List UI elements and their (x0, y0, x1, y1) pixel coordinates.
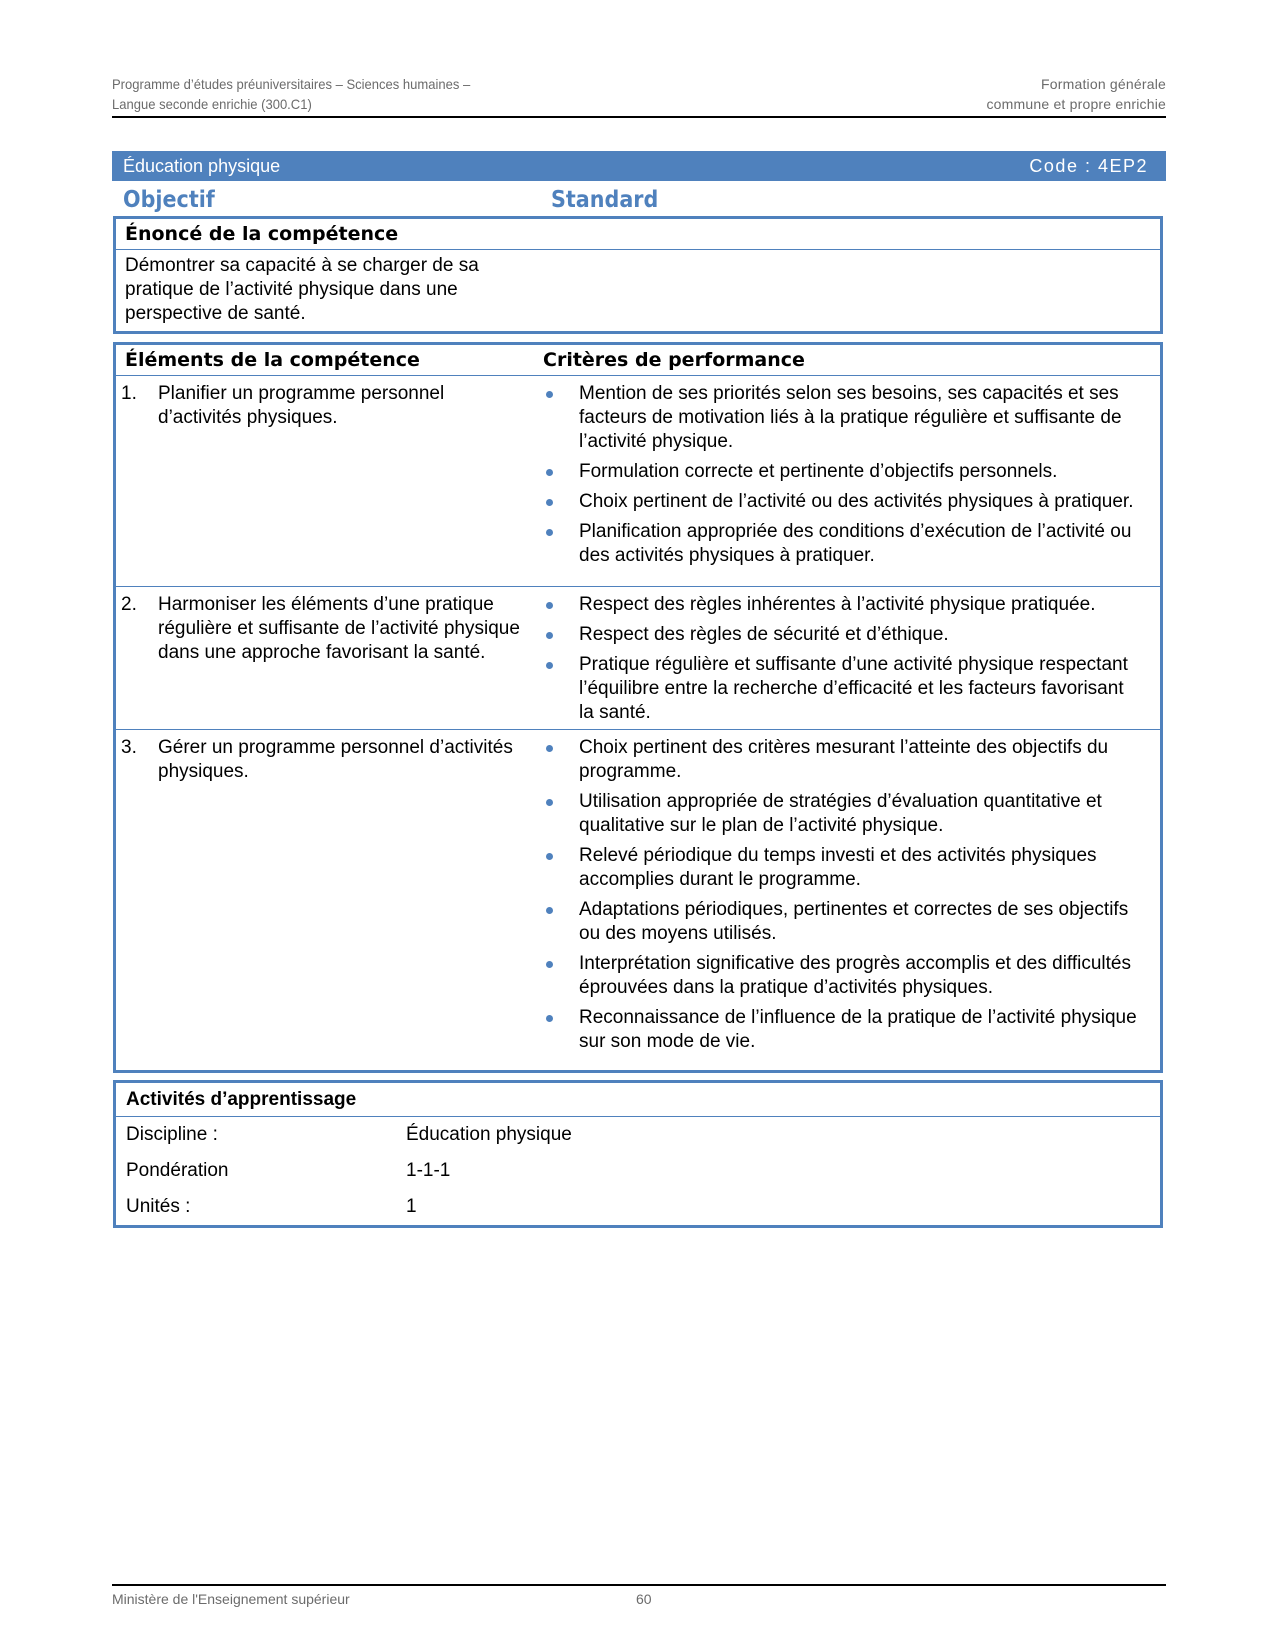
elements-table-header (116, 345, 1160, 376)
bullet-icon (546, 391, 553, 398)
running-header-right (986, 74, 1166, 114)
criteria-item: Pratique régulière et suffisante d’une activité physique respectant l’équilibre entre la recherche d’efficacité et les facteurs favorisant la santé. (543, 653, 1143, 725)
criteria-item: Reconnaissance de l’influence de la pratique de l’activité physique sur son mode de vie. (543, 1006, 1143, 1054)
standard-heading: Standard (551, 187, 659, 213)
criteria-list (543, 382, 1143, 574)
bullet-icon (546, 745, 553, 752)
bullet-icon (546, 499, 553, 506)
criteria-item: Planification appropriée des conditions d’exécution de l’activité ou des activités physiques à pratiquer. (543, 520, 1143, 568)
table-row (116, 376, 1160, 587)
bullet-icon (546, 662, 553, 669)
element-text: Harmoniser les éléments d’une pratique régulière et suffisante de l’activité physique dans une approche favorisant la santé. (158, 594, 520, 663)
criteria-item: Formulation correcte et pertinente d’objectifs personnels. (543, 460, 1143, 484)
program-subtitle: Langue seconde enrichie (300.C1) (112, 96, 312, 112)
bullet-icon (546, 799, 553, 806)
bullet-icon (546, 853, 553, 860)
activites-header: Activités d’apprentissage (116, 1083, 1160, 1117)
unites-label: Unités : (126, 1196, 191, 1217)
objectif-heading: Objectif (123, 187, 215, 213)
footer-ministry: Ministère de l'Enseignement supérieur (112, 1591, 350, 1607)
bullet-icon (546, 602, 553, 609)
element-number: 1. (121, 383, 137, 404)
activity-row (116, 1153, 1160, 1189)
bullet-icon (546, 1015, 553, 1022)
course-title: Éducation physique (123, 156, 281, 176)
criteria-item: Respect des règles inhérentes à l’activité physique pratiquée. (543, 593, 1143, 617)
criteria-item: Choix pertinent des critères mesurant l’atteinte des objectifs du programme. (543, 736, 1143, 784)
bullet-icon (546, 961, 553, 968)
unites-value: 1 (406, 1196, 417, 1217)
bullet-icon (546, 632, 553, 639)
bullet-icon (546, 907, 553, 914)
running-header (112, 74, 1166, 118)
running-header-left (112, 74, 470, 114)
criteria-item: Respect des règles de sécurité et d’éthique. (543, 623, 1143, 647)
objective-standard-headings (112, 184, 1166, 216)
criteria-item: Adaptations périodiques, pertinentes et correctes de ses objectifs ou des moyens utilisés. (543, 898, 1143, 946)
criteria-list (543, 593, 1143, 731)
activity-row (116, 1117, 1160, 1153)
program-title: Programme d’études préuniversitaires – Sciences humaines – (112, 76, 471, 92)
footer-rule (112, 1584, 1166, 1586)
elements-header: Éléments de la compétence (125, 349, 420, 371)
criteria-item: Interprétation significative des progrès accomplis et des difficultés éprouvées dans la pratique d’activités physiques. (543, 952, 1143, 1000)
element-number: 2. (121, 594, 137, 615)
criteria-item: Relevé périodique du temps investi et des activités physiques accomplies durant le programme. (543, 844, 1143, 892)
page-number: 60 (636, 1591, 652, 1607)
elements-table (113, 342, 1163, 1073)
element-number: 3. (121, 737, 137, 758)
criteria-item: Utilisation appropriée de stratégies d’évaluation quantitative et qualitative sur le plan de l’activité physique. (543, 790, 1143, 838)
formation-sublabel: commune et propre enrichie (986, 96, 1166, 112)
ponderation-value: 1-1-1 (406, 1160, 451, 1181)
discipline-label: Discipline : (126, 1124, 218, 1145)
bullet-icon (546, 529, 553, 536)
discipline-value: Éducation physique (406, 1124, 572, 1145)
ponderation-label: Pondération (126, 1160, 229, 1181)
table-row (116, 587, 1160, 730)
table-row (116, 730, 1160, 1070)
element-text: Gérer un programme personnel d’activités physiques. (158, 737, 513, 782)
course-code: Code : 4EP2 (1029, 156, 1148, 176)
activites-box (113, 1080, 1163, 1228)
criteria-header: Critères de performance (543, 349, 805, 371)
enonce-box (113, 216, 1163, 334)
criteria-item: Mention de ses priorités selon ses besoins, ses capacités et ses facteurs de motivation liés à la pratique régulière et suffisante de l’activité physique. (543, 382, 1143, 454)
enonce-header: Énoncé de la compétence (116, 219, 1160, 250)
bullet-icon (546, 469, 553, 476)
criteria-item: Choix pertinent de l’activité ou des activités physiques à pratiquer. (543, 490, 1143, 514)
element-text: Planifier un programme personnel d’activités physiques. (158, 383, 445, 428)
formation-label: Formation générale (1041, 76, 1166, 92)
activity-row (116, 1189, 1160, 1225)
course-title-bar (112, 151, 1166, 181)
enonce-text: Démontrer sa capacité à se charger de sa pratique de l’activité physique dans une perspective de santé. (125, 255, 479, 324)
criteria-list (543, 736, 1143, 1060)
